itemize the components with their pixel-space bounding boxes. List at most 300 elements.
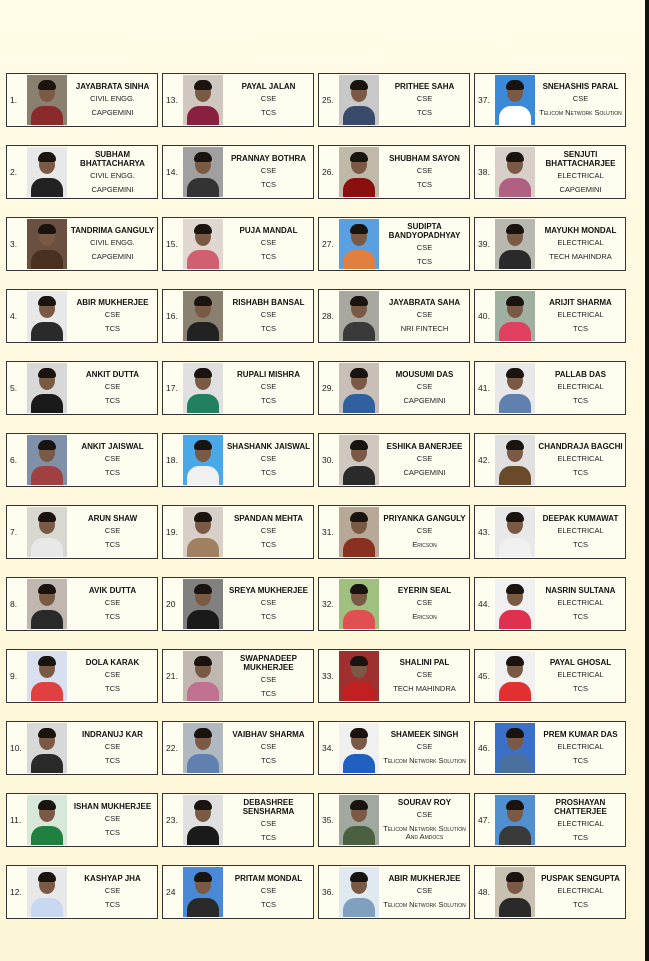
serial-number: 12. — [10, 887, 22, 897]
student-photo — [183, 75, 223, 125]
student-department: ELECTRICAL — [557, 310, 604, 320]
student-company: TCS — [105, 468, 120, 478]
student-card — [6, 793, 158, 847]
photo-shirt — [31, 898, 63, 917]
photo-shirt — [31, 466, 63, 485]
student-info — [225, 154, 313, 189]
serial-number: 31. — [322, 527, 334, 537]
student-info — [537, 82, 625, 117]
photo-shirt — [499, 682, 531, 701]
student-department: CSE — [260, 886, 277, 896]
photo-hair — [506, 80, 524, 90]
serial-number: 29. — [322, 383, 334, 393]
serial-number: 8. — [10, 599, 18, 609]
student-card — [474, 793, 626, 847]
photo-shirt — [343, 178, 375, 197]
photo-hair — [194, 872, 212, 882]
student-company: TCS — [573, 396, 588, 406]
student-department: CSE — [416, 382, 433, 392]
student-department: CSE — [260, 382, 277, 392]
photo-hair — [350, 296, 368, 306]
photo-hair — [194, 152, 212, 162]
photo-hair — [350, 656, 368, 666]
right-edge-bar — [645, 0, 649, 961]
student-photo — [495, 507, 535, 557]
student-company: TCS — [573, 324, 588, 334]
student-photo — [183, 723, 223, 773]
student-department: ELECTRICAL — [557, 819, 604, 829]
serial-number: 15. — [166, 239, 178, 249]
student-info — [225, 370, 313, 405]
student-card — [474, 217, 626, 271]
student-photo — [27, 147, 67, 197]
photo-shirt — [499, 178, 531, 197]
student-department: ELECTRICAL — [557, 742, 604, 752]
serial-number: 28. — [322, 311, 334, 321]
photo-shirt — [31, 826, 63, 845]
student-info — [537, 514, 625, 549]
student-photo — [27, 435, 67, 485]
student-info — [69, 298, 157, 333]
student-card — [474, 361, 626, 415]
student-card — [162, 577, 314, 631]
photo-hair — [506, 512, 524, 522]
student-company: TECH MAHINDRA — [393, 684, 456, 694]
serial-number: 6. — [10, 455, 18, 465]
student-name: SUBHAM BHATTACHARYA — [80, 149, 145, 168]
student-card — [162, 649, 314, 703]
serial-number: 46. — [478, 743, 490, 753]
student-company: NRI FINTECH — [400, 324, 449, 334]
student-company: TCS — [261, 756, 276, 766]
student-photo — [183, 435, 223, 485]
photo-hair — [350, 584, 368, 594]
student-info — [537, 150, 625, 195]
student-photo — [183, 651, 223, 701]
student-card — [6, 361, 158, 415]
student-photo — [495, 75, 535, 125]
student-company: TCS — [261, 396, 276, 406]
student-name: PALLAB DAS — [555, 370, 606, 380]
photo-hair — [350, 800, 368, 810]
student-department: ELECTRICAL — [557, 382, 604, 392]
student-info — [69, 442, 157, 477]
serial-number: 42. — [478, 455, 490, 465]
photo-shirt — [343, 682, 375, 701]
student-card — [6, 577, 158, 631]
student-photo — [183, 507, 223, 557]
photo-hair — [506, 872, 524, 882]
student-name: PRITHEE SAHA — [394, 82, 455, 92]
photo-shirt — [31, 106, 63, 125]
serial-number: 25. — [322, 95, 334, 105]
photo-hair — [506, 440, 524, 450]
serial-number: 38. — [478, 167, 490, 177]
photo-hair — [194, 584, 212, 594]
student-photo — [27, 291, 67, 341]
student-card — [162, 505, 314, 559]
serial-number: 32. — [322, 599, 334, 609]
student-card — [6, 433, 158, 487]
student-name: PUSPAK SENGUPTA — [541, 874, 620, 884]
student-department: CSE — [260, 454, 277, 464]
student-department: CSE — [260, 238, 277, 248]
student-info — [537, 798, 625, 843]
photo-hair — [38, 872, 56, 882]
student-card — [474, 721, 626, 775]
student-photo — [183, 291, 223, 341]
photo-shirt — [187, 754, 219, 773]
student-card — [162, 433, 314, 487]
student-photo — [27, 219, 67, 269]
student-name: RUPALI MISHRA — [237, 370, 300, 380]
student-name: RISHABH BANSAL — [232, 298, 305, 308]
student-info — [69, 586, 157, 621]
photo-shirt — [31, 178, 63, 197]
student-photo — [339, 795, 379, 845]
photo-hair — [506, 368, 524, 378]
student-department: CSE — [104, 814, 121, 824]
student-department: CIVIL ENGG. — [90, 94, 135, 104]
student-name: ANKIT JAISWAL — [81, 442, 144, 452]
student-card — [318, 505, 470, 559]
student-department: CSE — [416, 742, 433, 752]
student-photo — [27, 579, 67, 629]
student-photo — [27, 75, 67, 125]
photo-shirt — [187, 898, 219, 917]
photo-shirt — [499, 106, 531, 125]
student-card — [6, 721, 158, 775]
student-department: CSE — [572, 94, 589, 104]
photo-hair — [506, 584, 524, 594]
student-name: AVIK DUTTA — [88, 586, 137, 596]
photo-shirt — [31, 754, 63, 773]
student-name: SHAMEEK SINGH — [390, 730, 459, 740]
student-card — [318, 865, 470, 919]
student-info — [381, 442, 469, 477]
photo-hair — [506, 728, 524, 738]
student-department: CSE — [416, 598, 433, 608]
student-card — [6, 73, 158, 127]
student-department: CSE — [104, 382, 121, 392]
serial-number: 2. — [10, 167, 18, 177]
student-name: VAIBHAV SHARMA — [232, 730, 305, 740]
student-company: CAPGEMINI — [403, 396, 446, 406]
serial-number: 13. — [166, 95, 178, 105]
student-company: TCS — [105, 324, 120, 334]
photo-shirt — [31, 610, 63, 629]
serial-number: 7. — [10, 527, 18, 537]
student-company: TCS — [573, 756, 588, 766]
student-company: TCS — [105, 540, 120, 550]
photo-hair — [350, 368, 368, 378]
student-photo — [339, 651, 379, 701]
photo-shirt — [187, 394, 219, 413]
student-photo — [183, 795, 223, 845]
photo-hair — [38, 728, 56, 738]
serial-number: 22. — [166, 743, 178, 753]
student-photo — [495, 435, 535, 485]
student-info — [381, 298, 469, 333]
student-photo — [183, 147, 223, 197]
student-card — [6, 289, 158, 343]
photo-hair — [194, 512, 212, 522]
photo-shirt — [31, 394, 63, 413]
student-name: SENJUTI BHATTACHARJEE — [545, 149, 616, 168]
photo-shirt — [499, 538, 531, 557]
photo-hair — [194, 224, 212, 234]
student-info — [225, 298, 313, 333]
student-photo — [339, 75, 379, 125]
student-department: CSE — [416, 94, 433, 104]
student-info — [381, 874, 469, 909]
student-info — [225, 82, 313, 117]
student-name: NASRIN SULTANA — [545, 586, 616, 596]
student-card — [162, 721, 314, 775]
photo-hair — [506, 800, 524, 810]
photo-shirt — [31, 682, 63, 701]
photo-hair — [38, 224, 56, 234]
student-name: SPANDAN MEHTA — [233, 514, 304, 524]
student-card — [318, 361, 470, 415]
student-name: SHUBHAM SAYON — [389, 154, 460, 164]
photo-hair — [38, 152, 56, 162]
student-department: CSE — [260, 742, 277, 752]
serial-number: 34. — [322, 743, 334, 753]
student-info — [381, 514, 469, 549]
student-card — [318, 577, 470, 631]
serial-number: 27. — [322, 239, 334, 249]
student-company: TCS — [573, 468, 588, 478]
student-photo — [27, 507, 67, 557]
photo-hair — [194, 800, 212, 810]
photo-shirt — [499, 826, 531, 845]
student-card — [162, 289, 314, 343]
student-photo — [339, 363, 379, 413]
student-info — [225, 730, 313, 765]
student-card — [474, 289, 626, 343]
student-company: Telicom Network Solution — [383, 756, 466, 766]
serial-number: 24 — [166, 887, 176, 897]
student-card — [318, 289, 470, 343]
photo-shirt — [343, 466, 375, 485]
photo-hair — [38, 440, 56, 450]
student-card — [474, 73, 626, 127]
photo-hair — [350, 152, 368, 162]
student-photo — [339, 219, 379, 269]
photo-hair — [38, 296, 56, 306]
photo-shirt — [187, 250, 219, 269]
student-info — [537, 874, 625, 909]
student-department: CSE — [104, 886, 121, 896]
serial-number: 17. — [166, 383, 178, 393]
serial-number: 1. — [10, 95, 18, 105]
photo-hair — [38, 800, 56, 810]
student-department: CSE — [260, 166, 277, 176]
student-card — [318, 649, 470, 703]
photo-shirt — [187, 826, 219, 845]
serial-number: 10. — [10, 743, 22, 753]
student-name: ARIJIT SHARMA — [549, 298, 612, 308]
student-card — [474, 433, 626, 487]
student-department: ELECTRICAL — [557, 886, 604, 896]
student-info — [381, 798, 469, 842]
student-department: CSE — [416, 886, 433, 896]
photo-shirt — [499, 322, 531, 341]
student-name: TANDRIMA GANGULY — [70, 226, 155, 236]
student-name: ABIR MUKHERJEE — [388, 874, 461, 884]
student-info — [225, 798, 313, 843]
student-department: CSE — [416, 810, 433, 820]
photo-shirt — [31, 538, 63, 557]
student-company: TCS — [417, 180, 432, 190]
student-company: TCS — [261, 108, 276, 118]
serial-number: 11. — [10, 815, 22, 825]
student-department: ELECTRICAL — [557, 171, 604, 181]
serial-number: 4. — [10, 311, 18, 321]
student-info — [69, 514, 157, 549]
student-card — [474, 865, 626, 919]
serial-number: 41. — [478, 383, 490, 393]
student-company: CAPGEMINI — [91, 252, 134, 262]
student-department: ELECTRICAL — [557, 598, 604, 608]
student-name: PREM KUMAR DAS — [543, 730, 618, 740]
photo-shirt — [187, 682, 219, 701]
student-company: TCS — [417, 108, 432, 118]
student-department: CIVIL ENGG. — [90, 171, 135, 181]
serial-number: 20 — [166, 599, 176, 609]
photo-shirt — [343, 250, 375, 269]
student-name: SOURAV ROY — [397, 797, 452, 807]
student-department: CSE — [260, 94, 277, 104]
student-photo — [183, 219, 223, 269]
student-info — [381, 730, 469, 765]
student-department: CSE — [104, 526, 121, 536]
student-name: DEEPAK KUMAWAT — [542, 514, 619, 524]
photo-hair — [506, 296, 524, 306]
student-name: ABIR MUKHERJEE — [76, 298, 149, 308]
photo-shirt — [187, 538, 219, 557]
student-card — [318, 793, 470, 847]
student-department: CSE — [260, 675, 277, 685]
student-photo — [183, 579, 223, 629]
student-department: CSE — [416, 166, 433, 176]
student-company: TCS — [261, 324, 276, 334]
photo-hair — [38, 368, 56, 378]
student-info — [69, 730, 157, 765]
student-info — [69, 226, 157, 261]
student-department: CSE — [416, 454, 433, 464]
photo-shirt — [343, 898, 375, 917]
serial-number: 9. — [10, 671, 18, 681]
student-department: ELECTRICAL — [557, 670, 604, 680]
student-card — [6, 865, 158, 919]
student-card — [162, 793, 314, 847]
student-card — [6, 145, 158, 199]
student-company: TCS — [573, 684, 588, 694]
student-name: SUDIPTA BANDYOPADHYAY — [388, 221, 461, 240]
student-info — [381, 222, 469, 267]
student-card — [318, 433, 470, 487]
student-department: CSE — [260, 598, 277, 608]
student-photo — [183, 867, 223, 917]
student-name: PRIYANKA GANGULY — [383, 514, 466, 524]
student-name: SNEHASHIS PARAL — [542, 82, 619, 92]
student-card — [474, 505, 626, 559]
student-name: SHASHANK JAISWAL — [226, 442, 311, 452]
student-info — [225, 586, 313, 621]
student-company: TCS — [105, 612, 120, 622]
student-department: CIVIL ENGG. — [90, 238, 135, 248]
student-info — [537, 370, 625, 405]
student-photo — [495, 291, 535, 341]
serial-number: 43. — [478, 527, 490, 537]
student-department: CSE — [416, 243, 433, 253]
photo-hair — [350, 80, 368, 90]
student-info — [69, 658, 157, 693]
photo-shirt — [187, 106, 219, 125]
student-department: CSE — [104, 598, 121, 608]
photo-shirt — [499, 754, 531, 773]
student-photo — [27, 795, 67, 845]
student-department: CSE — [260, 310, 277, 320]
student-company: Telicom Network Solution And Amdocs — [383, 823, 466, 842]
photo-hair — [194, 440, 212, 450]
student-department: CSE — [260, 819, 277, 829]
photo-hair — [350, 728, 368, 738]
student-photo — [495, 147, 535, 197]
serial-number: 16. — [166, 311, 178, 321]
photo-shirt — [343, 610, 375, 629]
student-photo — [339, 507, 379, 557]
student-info — [225, 874, 313, 909]
student-photo — [495, 651, 535, 701]
student-info — [537, 730, 625, 765]
student-department: CSE — [104, 670, 121, 680]
photo-shirt — [499, 610, 531, 629]
photo-shirt — [343, 394, 375, 413]
photo-hair — [194, 656, 212, 666]
student-company: TCS — [261, 468, 276, 478]
student-company: TCS — [261, 540, 276, 550]
student-info — [225, 442, 313, 477]
student-company: TCS — [261, 180, 276, 190]
photo-hair — [194, 80, 212, 90]
student-card — [162, 73, 314, 127]
student-name: PROSHAYAN CHATTERJEE — [554, 797, 607, 816]
student-card — [162, 865, 314, 919]
student-name: MOUSUMI DAS — [395, 370, 454, 380]
student-company: TCS — [261, 832, 276, 842]
student-info — [381, 586, 469, 621]
student-name: KASHYAP JHA — [84, 874, 141, 884]
student-department: ELECTRICAL — [557, 526, 604, 536]
student-info — [69, 82, 157, 117]
student-card — [162, 217, 314, 271]
photo-hair — [350, 440, 368, 450]
student-photo — [495, 723, 535, 773]
photo-hair — [506, 152, 524, 162]
serial-number: 37. — [478, 95, 490, 105]
student-name: PAYAL JALAN — [241, 82, 296, 92]
photo-shirt — [499, 394, 531, 413]
serial-number: 33. — [322, 671, 334, 681]
photo-hair — [350, 872, 368, 882]
student-department: CSE — [416, 526, 433, 536]
photo-shirt — [187, 466, 219, 485]
serial-number: 3. — [10, 239, 18, 249]
serial-number: 21. — [166, 671, 178, 681]
